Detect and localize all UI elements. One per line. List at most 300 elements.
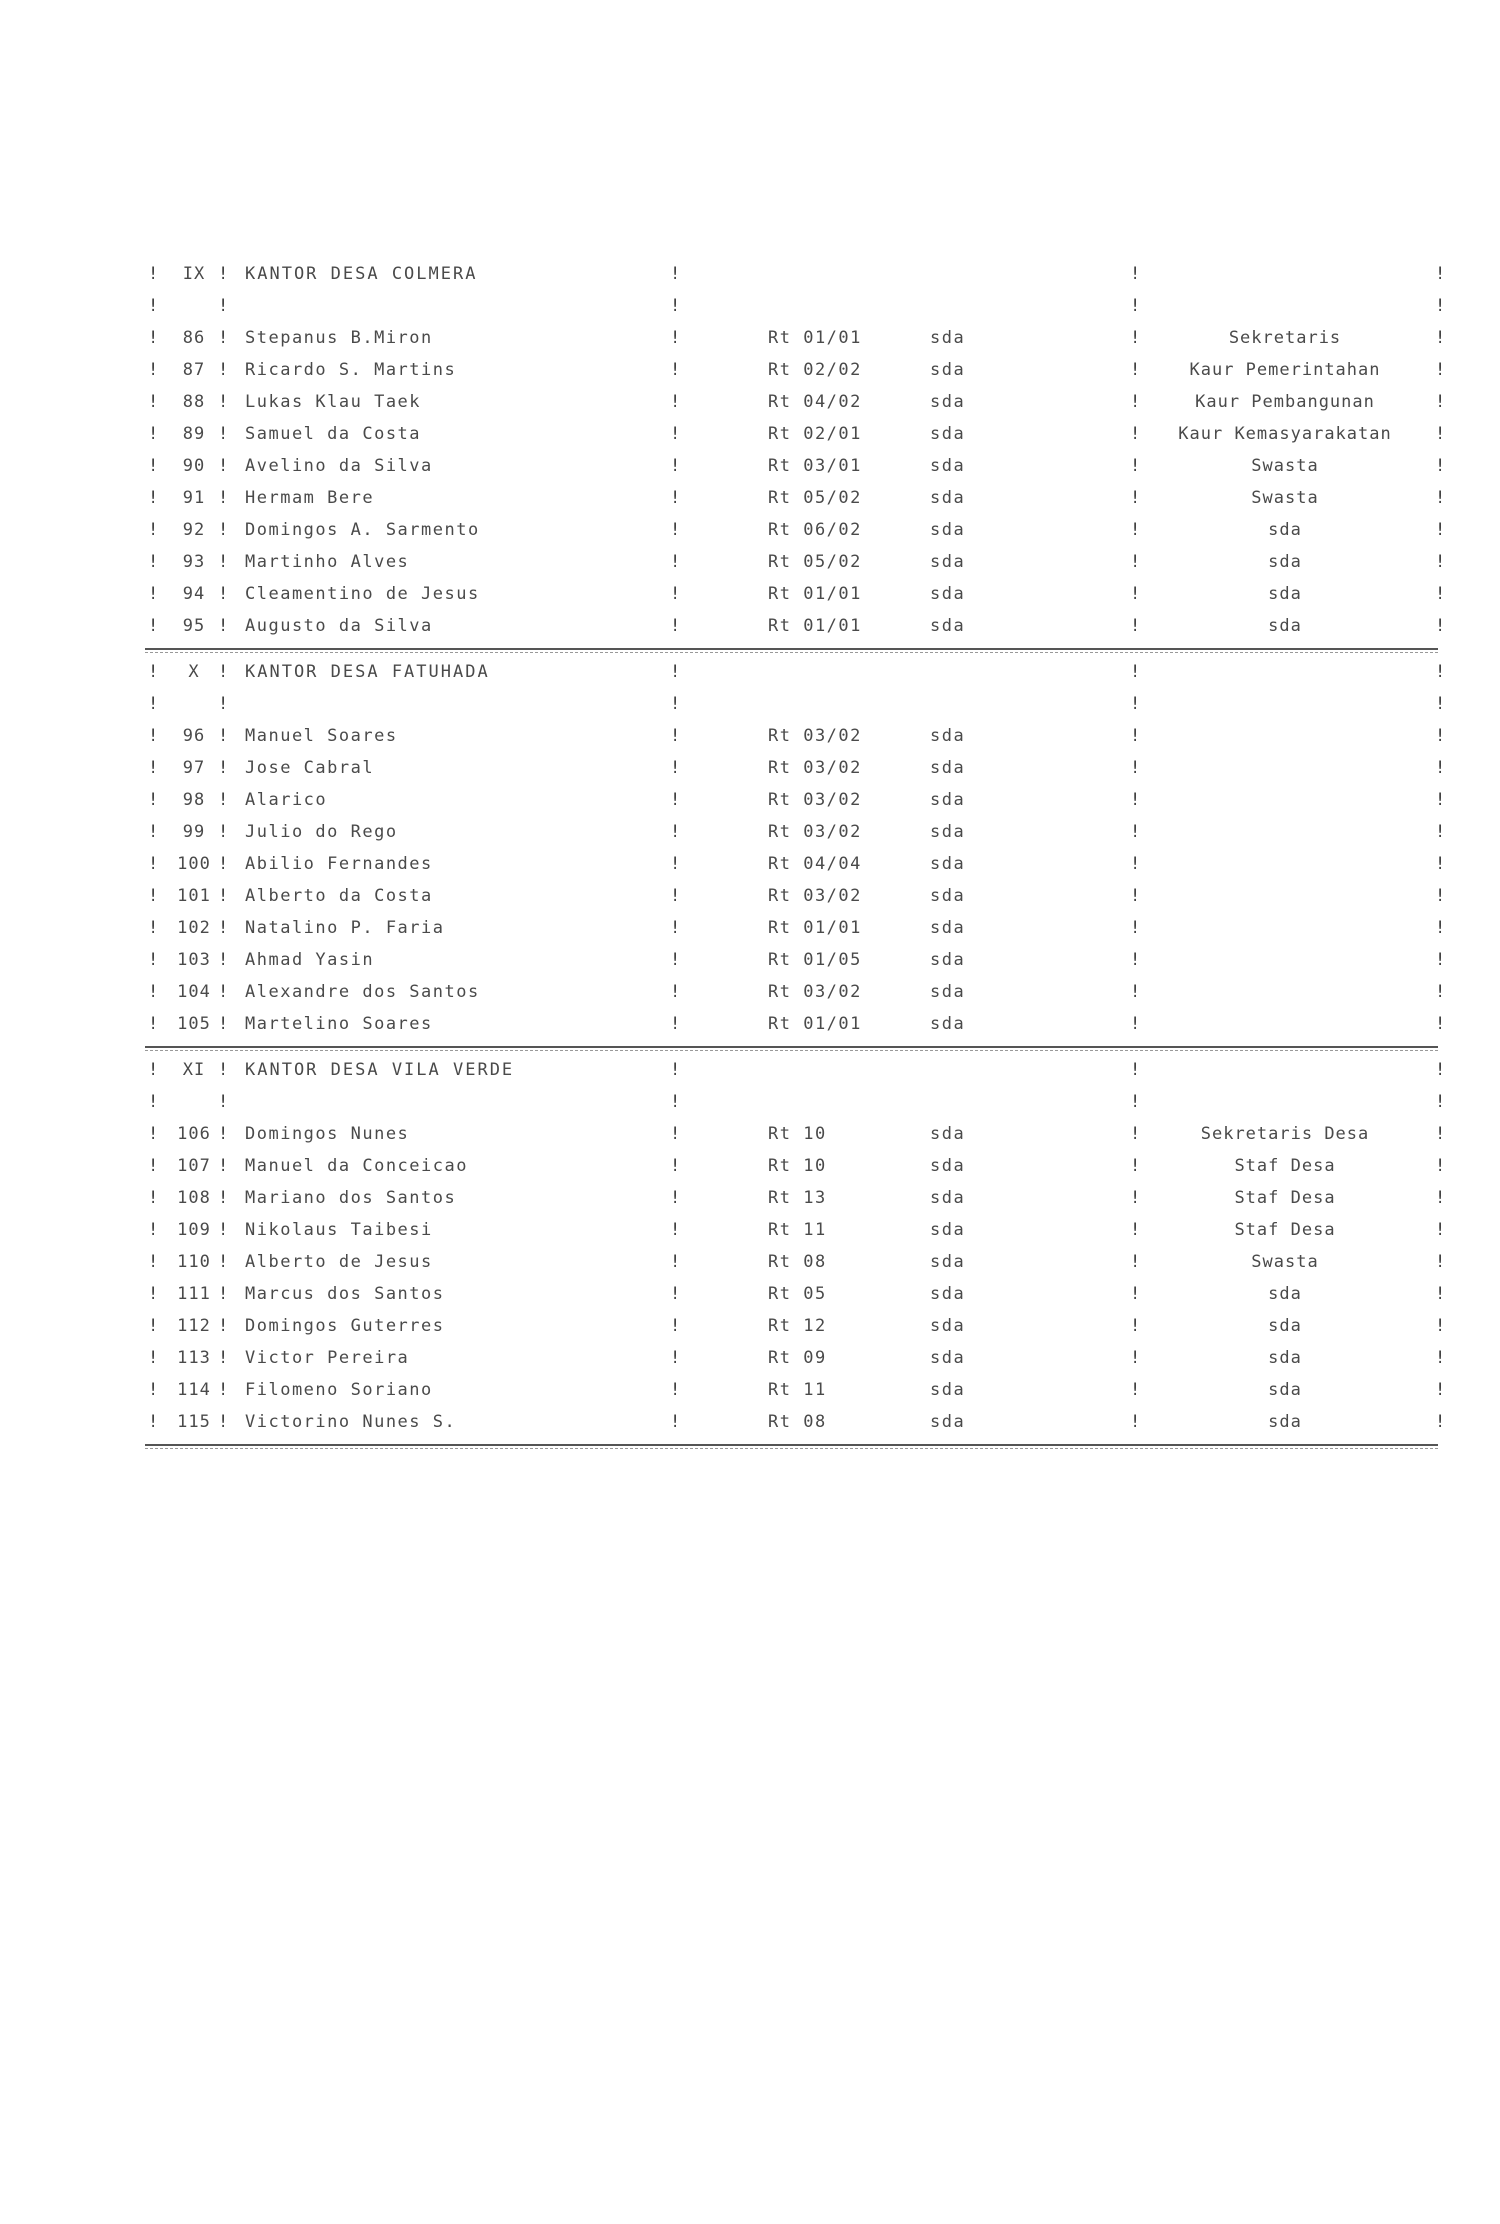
keterangan: sda: [930, 918, 966, 938]
column-separator: !: [148, 1220, 159, 1240]
table-bottom-rule: [140, 1438, 1440, 1452]
rt-rw: Rt 03/02: [768, 822, 862, 842]
section-title: KANTOR DESA COLMERA: [245, 264, 478, 284]
column-separator: !: [670, 1412, 681, 1432]
column-separator: !: [218, 886, 229, 906]
employee-name: Martelino Soares: [245, 1014, 433, 1034]
column-separator: !: [218, 1252, 229, 1272]
jabatan: Swasta: [1251, 456, 1319, 476]
table-row: [140, 1278, 1446, 1310]
column-separator: !: [148, 424, 159, 444]
section-title: KANTOR DESA FATUHADA: [245, 662, 490, 682]
column-separator: !: [1130, 1380, 1141, 1400]
row-number: 91: [182, 488, 206, 508]
rt-rw: Rt 04/04: [768, 854, 862, 874]
jabatan: Staf Desa: [1234, 1188, 1336, 1208]
table-row: [140, 354, 1446, 386]
rt-rw: Rt 10: [768, 1124, 827, 1144]
table-row: [140, 1246, 1446, 1278]
employee-name: Alarico: [245, 790, 328, 810]
column-separator: !: [1130, 1316, 1141, 1336]
row-number: 89: [182, 424, 206, 444]
column-separator: !: [148, 1412, 159, 1432]
keterangan: sda: [930, 758, 966, 778]
rt-rw: Rt 08: [768, 1252, 827, 1272]
column-separator: !: [218, 360, 229, 380]
jabatan: sda: [1268, 1348, 1302, 1368]
column-separator: !: [218, 1284, 229, 1304]
employee-name: Victor Pereira: [245, 1348, 410, 1368]
table-row: [140, 386, 1446, 418]
jabatan: sda: [1268, 1380, 1302, 1400]
keterangan: sda: [930, 520, 966, 540]
employee-name: Alexandre dos Santos: [245, 982, 480, 1002]
rt-rw: Rt 03/02: [768, 982, 862, 1002]
column-separator: !: [670, 726, 681, 746]
employee-name: Nikolaus Taibesi: [245, 1220, 433, 1240]
column-separator: !: [670, 552, 681, 572]
column-separator: !: [218, 822, 229, 842]
keterangan: sda: [930, 790, 966, 810]
jabatan: sda: [1268, 584, 1302, 604]
jabatan: sda: [1268, 616, 1302, 636]
column-separator: !: [148, 822, 159, 842]
row-number: 98: [182, 790, 206, 810]
column-separator: !: [670, 1284, 681, 1304]
keterangan: sda: [930, 982, 966, 1002]
row-number: 104: [177, 982, 211, 1002]
column-separator: !: [218, 1316, 229, 1336]
row-number: 102: [177, 918, 211, 938]
column-separator: !: [1435, 584, 1446, 604]
jabatan: sda: [1268, 1316, 1302, 1336]
column-separator: !: [148, 1014, 159, 1034]
column-separator: !: [218, 616, 229, 636]
column-separator: !: [670, 950, 681, 970]
column-separator: !: [1130, 1014, 1141, 1034]
row-number: 90: [182, 456, 206, 476]
row-number: 86: [182, 328, 206, 348]
column-separator: !: [1435, 328, 1446, 348]
row-number: 111: [177, 1284, 211, 1304]
row-number: 115: [177, 1412, 211, 1432]
keterangan: sda: [930, 1188, 966, 1208]
keterangan: sda: [930, 1380, 966, 1400]
jabatan: sda: [1268, 1412, 1302, 1432]
jabatan: Swasta: [1251, 488, 1319, 508]
employee-name: Lukas Klau Taek: [245, 392, 422, 412]
column-separator: !: [218, 1124, 229, 1144]
column-separator: !: [1435, 886, 1446, 906]
column-separator: !: [1130, 1188, 1141, 1208]
column-separator: !: [1435, 758, 1446, 778]
column-separator: !: [218, 1188, 229, 1208]
column-separator: !: [670, 392, 681, 412]
column-separator: !: [148, 456, 159, 476]
table-row: [140, 1374, 1446, 1406]
section-number: IX: [182, 264, 206, 284]
column-separator: !: [1130, 758, 1141, 778]
column-separator: !: [218, 552, 229, 572]
column-separator: !: [670, 1380, 681, 1400]
jabatan: Kaur Pemerintahan: [1189, 360, 1381, 380]
column-separator: !: [218, 950, 229, 970]
column-separator: !: [148, 328, 159, 348]
rt-rw: Rt 09: [768, 1348, 827, 1368]
row-number: 96: [182, 726, 206, 746]
keterangan: sda: [930, 392, 966, 412]
rt-rw: Rt 01/01: [768, 918, 862, 938]
column-separator: !: [148, 1124, 159, 1144]
section-header: ! XI ! KANTOR DESA VILA VERDE ! ! !: [140, 1054, 1440, 1086]
employee-name: Ahmad Yasin: [245, 950, 375, 970]
column-separator: !: [1435, 456, 1446, 476]
column-separator: !: [1130, 1348, 1141, 1368]
column-separator: !: [1435, 1156, 1446, 1176]
rt-rw: Rt 02/01: [768, 424, 862, 444]
column-separator: !: [670, 854, 681, 874]
row-number: 93: [182, 552, 206, 572]
jabatan: Staf Desa: [1234, 1156, 1336, 1176]
column-separator: !: [1435, 360, 1446, 380]
keterangan: sda: [930, 1014, 966, 1034]
column-separator: !: [148, 1188, 159, 1208]
keterangan: sda: [930, 1220, 966, 1240]
column-separator: !: [1130, 584, 1141, 604]
column-separator: !: [1130, 360, 1141, 380]
rt-rw: Rt 11: [768, 1220, 827, 1240]
row-number: 92: [182, 520, 206, 540]
column-separator: !: [670, 520, 681, 540]
section-title: KANTOR DESA VILA VERDE: [245, 1060, 515, 1080]
column-separator: !: [148, 918, 159, 938]
column-separator: !: [148, 1348, 159, 1368]
keterangan: sda: [930, 424, 966, 444]
column-separator: !: [1130, 790, 1141, 810]
keterangan: sda: [930, 854, 966, 874]
column-separator: !: [1130, 1156, 1141, 1176]
spacer-row: ! ! ! ! !: [148, 296, 1446, 316]
table-row: [140, 1214, 1446, 1246]
table-row: [140, 578, 1446, 610]
column-separator: !: [148, 1380, 159, 1400]
rt-rw: Rt 01/01: [768, 584, 862, 604]
employee-name: Jose Cabral: [245, 758, 375, 778]
rt-rw: Rt 11: [768, 1380, 827, 1400]
column-separator: !: [1435, 918, 1446, 938]
row-number: 99: [182, 822, 206, 842]
keterangan: sda: [930, 1124, 966, 1144]
column-separator: !: [1435, 1412, 1446, 1432]
column-separator: !: [670, 790, 681, 810]
column-separator: !: [1435, 392, 1446, 412]
column-separator: !: [218, 328, 229, 348]
rt-rw: Rt 13: [768, 1188, 827, 1208]
column-separator: !: [670, 982, 681, 1002]
column-separator: !: [148, 1316, 159, 1336]
employee-name: Ricardo S. Martins: [245, 360, 457, 380]
column-separator: !: [670, 1188, 681, 1208]
column-separator: !: [1130, 328, 1141, 348]
rt-rw: Rt 05/02: [768, 488, 862, 508]
row-number: 101: [177, 886, 211, 906]
column-separator: !: [670, 1252, 681, 1272]
section-kantor-desa-fatuhada: [140, 656, 1446, 1040]
table-row: [140, 1182, 1446, 1214]
column-separator: !: [148, 1156, 159, 1176]
employee-name: Natalino P. Faria: [245, 918, 445, 938]
keterangan: sda: [930, 1156, 966, 1176]
column-separator: !: [670, 1014, 681, 1034]
column-separator: !: [1130, 1124, 1141, 1144]
table-row: [140, 322, 1446, 354]
column-separator: !: [1435, 1124, 1446, 1144]
keterangan: sda: [930, 886, 966, 906]
column-separator: !: [1435, 424, 1446, 444]
section-rows: [140, 1118, 1446, 1438]
employee-name: Martinho Alves: [245, 552, 410, 572]
column-separator: !: [1435, 1316, 1446, 1336]
rt-rw: Rt 05: [768, 1284, 827, 1304]
column-separator: !: [1130, 854, 1141, 874]
section-divider: [140, 642, 1440, 656]
column-separator: !: [218, 456, 229, 476]
spacer-row: ! ! ! ! !: [148, 694, 1446, 714]
column-separator: !: [148, 982, 159, 1002]
row-number: 112: [177, 1316, 211, 1336]
jabatan: sda: [1268, 1284, 1302, 1304]
column-separator: !: [148, 392, 159, 412]
rt-rw: Rt 03/02: [768, 726, 862, 746]
column-separator: !: [1130, 520, 1141, 540]
column-separator: !: [670, 758, 681, 778]
column-separator: !: [218, 424, 229, 444]
column-separator: !: [1130, 1412, 1141, 1432]
keterangan: sda: [930, 360, 966, 380]
row-number: 97: [182, 758, 206, 778]
employee-name: Mariano dos Santos: [245, 1188, 457, 1208]
column-separator: !: [1130, 950, 1141, 970]
rt-rw: Rt 01/01: [768, 616, 862, 636]
column-separator: !: [148, 726, 159, 746]
row-number: 103: [177, 950, 211, 970]
table-row: [140, 848, 1446, 880]
table-row: [140, 514, 1446, 546]
column-separator: !: [148, 488, 159, 508]
table-row: [140, 720, 1446, 752]
column-separator: !: [670, 886, 681, 906]
row-number: 108: [177, 1188, 211, 1208]
column-separator: !: [670, 616, 681, 636]
table-row: [140, 1310, 1446, 1342]
row-number: 106: [177, 1124, 211, 1144]
column-separator: !: [1130, 918, 1141, 938]
employee-name: Alberto da Costa: [245, 886, 433, 906]
employee-table: [140, 258, 1446, 1452]
column-separator: !: [148, 616, 159, 636]
row-number: 114: [177, 1380, 211, 1400]
column-separator: !: [148, 1252, 159, 1272]
column-separator: !: [670, 1316, 681, 1336]
column-separator: !: [670, 1348, 681, 1368]
section-kantor-desa-vila-verde: [140, 1054, 1446, 1438]
column-separator: !: [670, 456, 681, 476]
section-number: XI: [182, 1060, 206, 1080]
row-number: 87: [182, 360, 206, 380]
table-row: [140, 450, 1446, 482]
column-separator: !: [218, 1220, 229, 1240]
employee-name: Abilio Fernandes: [245, 854, 433, 874]
row-number: 88: [182, 392, 206, 412]
table-row: [140, 1008, 1446, 1040]
table-row: [140, 482, 1446, 514]
column-separator: !: [148, 360, 159, 380]
keterangan: sda: [930, 456, 966, 476]
rt-rw: Rt 03/02: [768, 886, 862, 906]
row-number: 105: [177, 1014, 211, 1034]
employee-name: Domingos Nunes: [245, 1124, 410, 1144]
jabatan: Sekretaris Desa: [1200, 1124, 1370, 1144]
column-separator: !: [218, 1014, 229, 1034]
keterangan: sda: [930, 1284, 966, 1304]
rt-rw: Rt 01/01: [768, 1014, 862, 1034]
row-number: 107: [177, 1156, 211, 1176]
keterangan: sda: [930, 1412, 966, 1432]
row-number: 100: [177, 854, 211, 874]
table-row: [140, 1342, 1446, 1374]
rt-rw: Rt 03/02: [768, 790, 862, 810]
column-separator: !: [1130, 982, 1141, 1002]
column-separator: !: [148, 950, 159, 970]
jabatan: sda: [1268, 520, 1302, 540]
table-row: [140, 610, 1446, 642]
column-separator: !: [1435, 1220, 1446, 1240]
row-number: 94: [182, 584, 206, 604]
keterangan: sda: [930, 1316, 966, 1336]
employee-name: Victorino Nunes S.: [245, 1412, 457, 1432]
column-separator: !: [1435, 822, 1446, 842]
table-row: [140, 752, 1446, 784]
column-separator: !: [1435, 1252, 1446, 1272]
employee-name: Samuel da Costa: [245, 424, 422, 444]
employee-name: Domingos A. Sarmento: [245, 520, 480, 540]
column-separator: !: [148, 854, 159, 874]
keterangan: sda: [930, 616, 966, 636]
jabatan: sda: [1268, 552, 1302, 572]
column-separator: !: [148, 758, 159, 778]
column-separator: !: [1435, 520, 1446, 540]
keterangan: sda: [930, 726, 966, 746]
column-separator: !: [670, 1124, 681, 1144]
section-header: ! IX ! KANTOR DESA COLMERA ! ! !: [140, 258, 1440, 290]
column-separator: !: [148, 520, 159, 540]
column-separator: !: [1435, 616, 1446, 636]
table-row: [140, 1150, 1446, 1182]
keterangan: sda: [930, 552, 966, 572]
section-kantor-desa-colmera: [140, 258, 1446, 642]
section-header: ! X ! KANTOR DESA FATUHADA ! ! !: [140, 656, 1440, 688]
column-separator: !: [1435, 488, 1446, 508]
column-separator: !: [148, 790, 159, 810]
column-separator: !: [218, 758, 229, 778]
employee-name: Avelino da Silva: [245, 456, 433, 476]
column-separator: !: [670, 1220, 681, 1240]
keterangan: sda: [930, 822, 966, 842]
column-separator: !: [1130, 822, 1141, 842]
column-separator: !: [218, 1380, 229, 1400]
employee-name: Marcus dos Santos: [245, 1284, 445, 1304]
rt-rw: Rt 06/02: [768, 520, 862, 540]
row-number: 95: [182, 616, 206, 636]
row-number: 109: [177, 1220, 211, 1240]
rt-rw: Rt 12: [768, 1316, 827, 1336]
column-separator: !: [670, 424, 681, 444]
column-separator: !: [670, 328, 681, 348]
row-number: 110: [177, 1252, 211, 1272]
employee-name: Augusto da Silva: [245, 616, 433, 636]
section-number: X: [188, 662, 200, 682]
column-separator: !: [1435, 950, 1446, 970]
column-separator: !: [1130, 552, 1141, 572]
column-separator: !: [670, 1156, 681, 1176]
column-separator: !: [1130, 488, 1141, 508]
column-separator: !: [218, 584, 229, 604]
column-separator: !: [1130, 456, 1141, 476]
rt-rw: Rt 10: [768, 1156, 827, 1176]
rt-rw: Rt 01/05: [768, 950, 862, 970]
jabatan: Kaur Kemasyarakatan: [1178, 424, 1392, 444]
column-separator: !: [1130, 726, 1141, 746]
column-separator: !: [1130, 1252, 1141, 1272]
column-separator: !: [218, 1348, 229, 1368]
employee-name: Hermam Bere: [245, 488, 375, 508]
row-number: 113: [177, 1348, 211, 1368]
rt-rw: Rt 05/02: [768, 552, 862, 572]
column-separator: !: [148, 552, 159, 572]
column-separator: !: [670, 822, 681, 842]
rt-rw: Rt 01/01: [768, 328, 862, 348]
column-separator: !: [670, 360, 681, 380]
table-row: [140, 912, 1446, 944]
column-separator: !: [218, 854, 229, 874]
column-separator: !: [148, 1284, 159, 1304]
keterangan: sda: [930, 950, 966, 970]
jabatan: Staf Desa: [1234, 1220, 1336, 1240]
table-row: [140, 418, 1446, 450]
column-separator: !: [1435, 1348, 1446, 1368]
column-separator: !: [1130, 424, 1141, 444]
keterangan: sda: [930, 488, 966, 508]
column-separator: !: [1435, 1380, 1446, 1400]
column-separator: !: [1435, 1188, 1446, 1208]
column-separator: !: [1130, 886, 1141, 906]
rt-rw: Rt 02/02: [768, 360, 862, 380]
column-separator: !: [1435, 552, 1446, 572]
rt-rw: Rt 03/01: [768, 456, 862, 476]
table-row: [140, 880, 1446, 912]
table-row: [140, 944, 1446, 976]
column-separator: !: [218, 1156, 229, 1176]
keterangan: sda: [930, 328, 966, 348]
column-separator: !: [1435, 854, 1446, 874]
column-separator: !: [670, 488, 681, 508]
spacer-row: ! ! ! ! !: [148, 1092, 1446, 1112]
table-row: [140, 1406, 1446, 1438]
column-separator: !: [670, 918, 681, 938]
rt-rw: Rt 08: [768, 1412, 827, 1432]
table-row: [140, 546, 1446, 578]
column-separator: !: [1435, 726, 1446, 746]
